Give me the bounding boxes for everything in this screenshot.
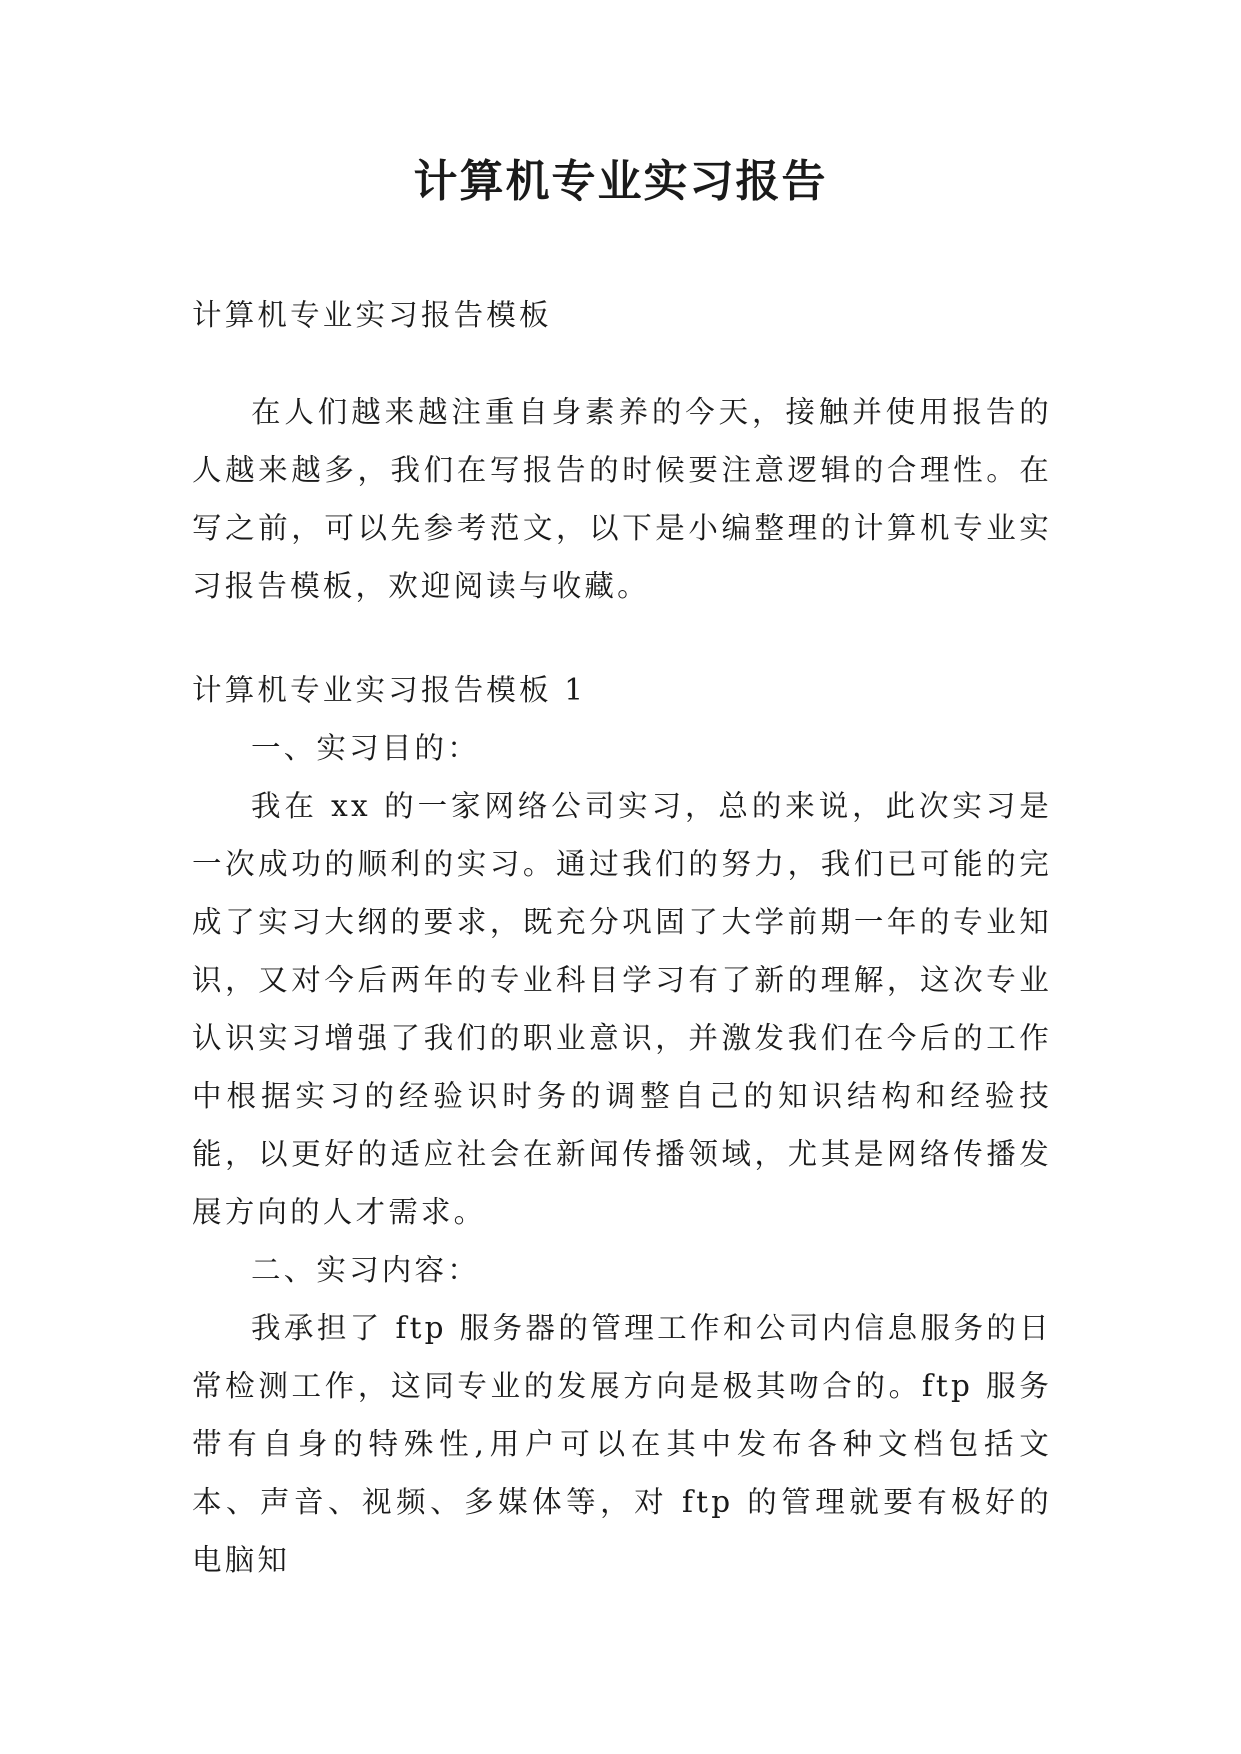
section-2-paragraph: 我承担了 ftp 服务器的管理工作和公司内信息服务的日常检测工作，这同专业的发展方向是极其吻合的。ftp 服务带有自身的特殊性,用户可以在其中发布各种文档包括文本、声音、视频、多媒体等，对 ftp 的管理就要有极好的电脑知 — [192, 1311, 1052, 1577]
section-1-heading: 一、实习目的： — [251, 731, 480, 765]
template-heading: 计算机专业实习报告模板 1 — [192, 673, 587, 707]
section-2-heading: 二、实习内容： — [251, 1253, 480, 1287]
document-body — [192, 287, 1052, 1589]
section-1-paragraph: 我在 xx 的一家网络公司实习，总的来说，此次实习是一次成功的顺利的实习。通过我们的努力，我们已可能的完成了实习大纲的要求，既充分巩固了大学前期一年的专业知识，又对今后两年的专业科目学习有了新的理解，这次专业认识实习增强了我们的职业意识，并激发我们在今后的工作中根据实习的经验识时务的调整自己的知识结构和经验技能，以更好的适应社会在新闻传播领域，尤其是网络传播发展方向的人才需求。 — [192, 789, 1052, 1229]
intro-paragraph: 在人们越来越注重自身素养的今天，接触并使用报告的人越来越多，我们在写报告的时候要注意逻辑的合理性。在写之前，可以先参考范文，以下是小编整理的计算机专业实习报告模板，欢迎阅读与收藏。 — [192, 395, 1052, 603]
document-subtitle: 计算机专业实习报告模板 — [192, 298, 552, 332]
document-title: 计算机专业实习报告 — [413, 156, 828, 207]
